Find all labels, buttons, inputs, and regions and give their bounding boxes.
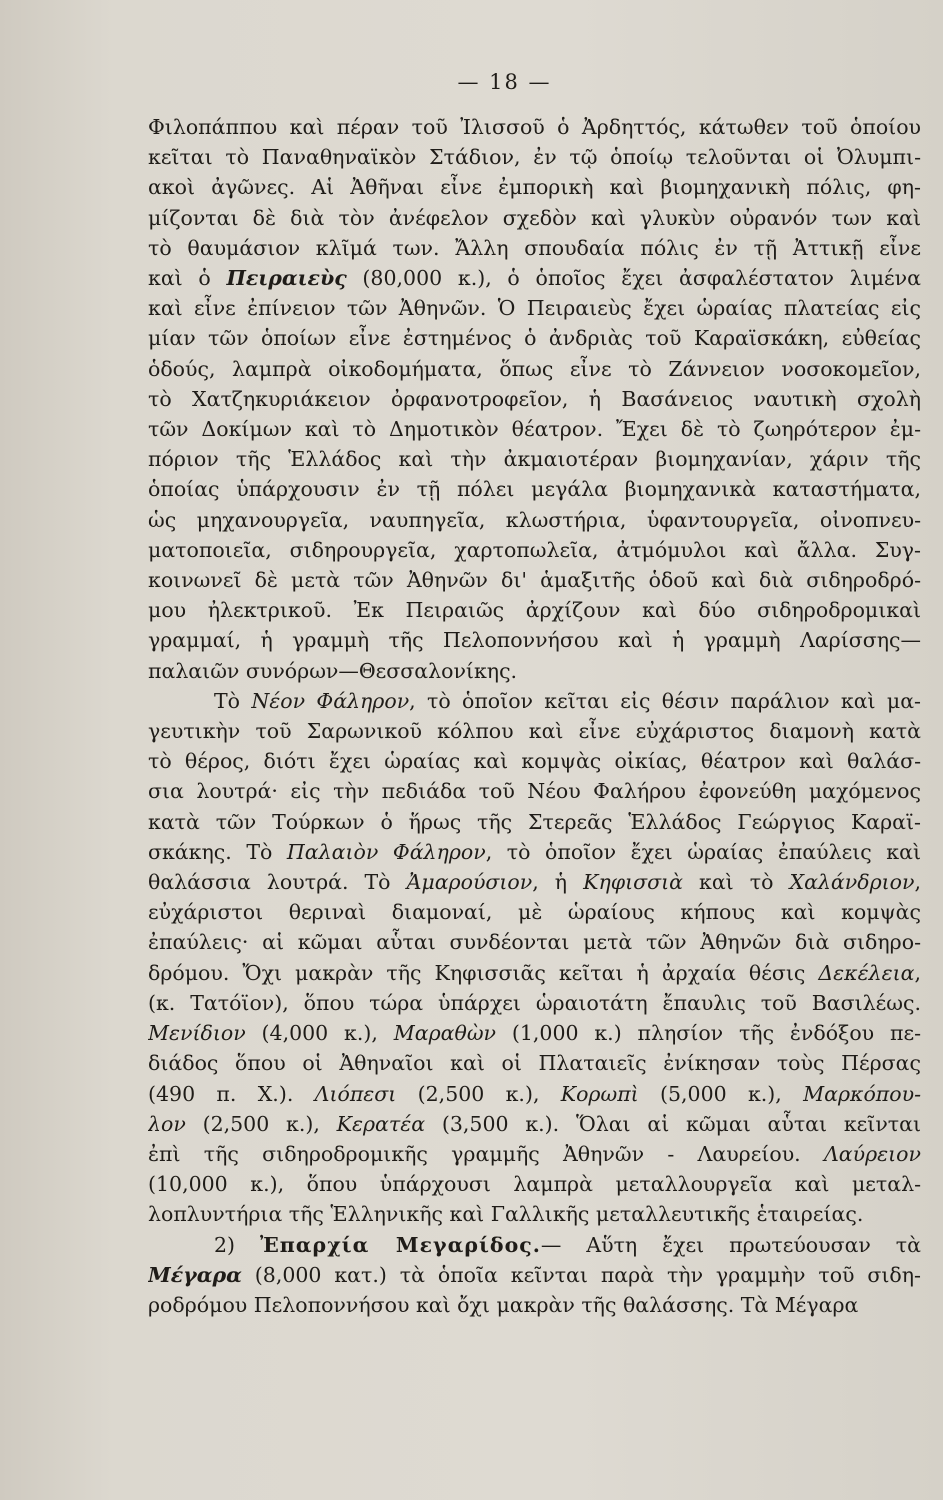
text-line: [148, 656, 921, 686]
emphasis-text: Μαρκόπου-: [803, 1081, 921, 1106]
emphasis-text: Μαραθὼν: [393, 1021, 496, 1046]
text-segment: σια λουτρά· εἰς τὴν πεδιάδα τοῦ Νέου Φαλήρου ἐφονεύθη μαχόμενος: [148, 779, 921, 804]
text-line: [148, 112, 921, 142]
text-line: [148, 263, 921, 293]
text-line: [148, 565, 921, 595]
text-segment: (490 π. Χ.).: [148, 1081, 315, 1106]
text-line: [148, 444, 921, 474]
text-segment: κοινωνεῖ δὲ μετὰ τῶν Ἀθηνῶν δι' ἁμαξιτῆς ὁδοῦ καὶ διὰ σιδηροδρό-: [148, 568, 921, 593]
text-line: [148, 1109, 921, 1139]
text-segment: κατὰ τῶν Τούρκων ὁ ἥρως τῆς Στερεᾶς Ἑλλάδος Γεώργιος Καραϊ-: [148, 809, 921, 834]
text-segment: ὡς μηχανουργεῖα, ναυπηγεῖα, κλωστήρια, ὑφαντουργεῖα, οἰνοπνευ-: [148, 507, 921, 532]
text-line: [148, 1230, 921, 1260]
emphasis-text: Νέον Φάληρον: [251, 688, 410, 713]
emphasis-text: Μέγαρα: [148, 1262, 242, 1287]
emphasis-text: Λαύρειον: [823, 1141, 921, 1166]
emphasis-text: Μενίδιον: [148, 1021, 246, 1046]
text-line: [148, 203, 921, 233]
text-line: [148, 293, 921, 323]
emphasis-text: Λιόπεσι: [314, 1081, 397, 1106]
text-segment: , τὸ ὁποῖον ἔχει ὡραίας ἐπαύλεις καὶ: [485, 839, 921, 864]
text-line: [148, 1260, 921, 1290]
text-segment: ροδρόμου Πελοποννήσου καὶ ὄχι μακρὰν τῆς θαλάσσης. Τὰ Μέγαρα: [148, 1292, 859, 1317]
text-segment: (1,000 κ.) πλησίον τῆς ἐνδόξου πε-: [496, 1021, 921, 1046]
text-line: [148, 172, 921, 202]
text-line: [148, 1290, 921, 1320]
text-segment: Τὸ: [214, 688, 252, 713]
text-line: [148, 1169, 921, 1199]
text-segment: εὐχάριστοι θεριναὶ διαμοναί, μὲ ὡραίους κήπους καὶ κομψὰς: [148, 900, 921, 925]
text-line: [148, 233, 921, 263]
text-segment: , ἡ: [532, 870, 584, 895]
text-segment: γραμμαί, ἡ γραμμὴ τῆς Πελοποννήσου καὶ ἡ γραμμὴ Λαρίσσης—: [148, 628, 921, 653]
text-line: [148, 323, 921, 353]
text-segment: (4,000 κ.),: [245, 1021, 394, 1046]
text-segment: ματοποιεῖα, σιδηρουργεῖα, χαρτοπωλεῖα, ἀτμόμυλοι καὶ ἄλλα. Συγ-: [148, 537, 921, 562]
text-segment: τὸ Χατζηκυριάκειον ὀρφανοτροφεῖον, ἡ Βασάνειος ναυτικὴ σχολὴ: [148, 386, 921, 411]
text-segment: παλαιῶν συνόρων—Θεσσαλονίκης.: [148, 658, 518, 683]
emphasis-text: Ἐπαρχία Μεγαρίδος.: [259, 1232, 541, 1257]
text-segment: 2): [214, 1232, 260, 1257]
emphasis-text: Κερατέα: [336, 1111, 426, 1136]
text-segment: λοπλυντήρια τῆς Ἑλληνικῆς καὶ Γαλλικῆς μεταλλευτικῆς ἑταιρείας.: [148, 1202, 864, 1227]
text-segment: ἐπαύλεις· αἱ κῶμαι αὗται συνδέονται μετὰ τῶν Ἀθηνῶν διὰ σιδηρο-: [148, 930, 921, 955]
text-line: [148, 867, 921, 897]
text-segment: — Αὕτη ἔχει πρωτεύουσαν τὰ: [540, 1232, 921, 1257]
text-line: [148, 595, 921, 625]
text-line: [148, 354, 921, 384]
emphasis-text: λον: [148, 1111, 186, 1136]
text-line: [148, 958, 921, 988]
text-line: [148, 716, 921, 746]
text-segment: (3,500 κ.). Ὅλαι αἱ κῶμαι αὗται κεῖνται: [425, 1111, 921, 1136]
text-segment: (2,500 κ.),: [396, 1081, 561, 1106]
text-line: [148, 625, 921, 655]
text-segment: τὸ θέρος, διότι ἔχει ὡραίας καὶ κομψὰς οἰκίας, θέατρον καὶ θαλάσ-: [148, 749, 921, 774]
emphasis-text: Παλαιὸν Φάληρον: [286, 839, 486, 864]
text-segment: τῶν Δοκίμων καὶ τὸ Δημοτικὸν θέατρον. Ἔχει δὲ τὸ ζωηρότερον ἐμ-: [148, 417, 921, 442]
emphasis-text: Δεκέλεια: [818, 960, 915, 985]
text-segment: γευτικὴν τοῦ Σαρωνικοῦ κόλπου καὶ εἶνε εὐχάριστος διαμονὴ κατὰ: [148, 719, 921, 744]
text-segment: ἐπὶ τῆς σιδηροδρομικῆς γραμμῆς Ἀθηνῶν - Λαυρείου.: [148, 1141, 824, 1166]
text-line: [148, 1139, 921, 1169]
text-segment: ὁδούς, λαμπρὰ οἰκοδομήματα, ὅπως εἶνε τὸ Ζάννειον νοσοκομεῖον,: [148, 356, 921, 381]
text-segment: μίαν τῶν ὁποίων εἶνε ἐστημένος ὁ ἀνδριὰς τοῦ Καραϊσκάκη, εὐθείας: [148, 326, 921, 351]
text-line: [148, 414, 921, 444]
text-line: [148, 927, 921, 957]
text-line: [148, 776, 921, 806]
text-line: [148, 988, 921, 1018]
text-segment: διάδος ὅπου οἱ Ἀθηναῖοι καὶ οἱ Πλαταιεῖς ἐνίκησαν τοὺς Πέρσας: [148, 1051, 921, 1076]
text-segment: μίζονται δὲ διὰ τὸν ἀνέφελον σχεδὸν καὶ γλυκὺν οὐρανόν των καὶ: [148, 205, 921, 230]
text-segment: (2,500 κ.),: [185, 1111, 337, 1136]
emphasis-text: Πειραιεὺς: [226, 266, 347, 291]
text-segment: καὶ εἶνε ἐπίνειον τῶν Ἀθηνῶν. Ὁ Πειραιεὺς ἔχει ὡραίας πλατείας εἰς: [148, 296, 921, 321]
text-line: [148, 807, 921, 837]
text-line: [148, 746, 921, 776]
text-segment: ὁποίας ὑπάρχουσιν ἐν τῇ πόλει μεγάλα βιομηχανικὰ καταστήματα,: [148, 477, 921, 502]
text-segment: ,: [914, 870, 921, 895]
text-segment: καὶ τὸ: [682, 870, 790, 895]
text-segment: πόριον τῆς Ἑλλάδος καὶ τὴν ἀκμαιοτέραν βιομηχανίαν, χάριν τῆς: [148, 447, 921, 472]
text-line: [148, 686, 921, 716]
text-segment: θαλάσσια λουτρά. Τὸ: [148, 870, 407, 895]
text-line: [148, 1079, 921, 1109]
text-line: [148, 837, 921, 867]
text-line: [148, 505, 921, 535]
text-segment: (10,000 κ.), ὅπου ὑπάρχουσι λαμπρὰ μεταλλουργεῖα καὶ μεταλ-: [148, 1172, 921, 1197]
text-segment: κεῖται τὸ Παναθηναϊκὸν Στάδιον, ἐν τῷ ὁποίῳ τελοῦνται οἱ Ὀλυμπι-: [148, 145, 921, 170]
text-line: [148, 535, 921, 565]
page-number: — 18 —: [457, 70, 552, 94]
text-line: [148, 1018, 921, 1048]
text-line: [148, 1048, 921, 1078]
text-segment: ,: [914, 960, 921, 985]
text-segment: (8,000 κατ.) τὰ ὁποῖα κεῖνται παρὰ τὴν γραμμὴν τοῦ σιδη-: [241, 1262, 921, 1287]
text-segment: Φιλοπάππου καὶ πέραν τοῦ Ἰλισσοῦ ὁ Ἀρδηττός, κάτωθεν τοῦ ὁποίου: [148, 115, 921, 139]
emphasis-text: Χαλάνδριον: [789, 870, 915, 895]
text-line: [148, 897, 921, 927]
text-line: [148, 474, 921, 504]
emphasis-text: Κηφισσιὰ: [583, 870, 683, 895]
text-segment: τὸ θαυμάσιον κλῖμά των. Ἄλλη σπουδαία πόλις ἐν τῇ Ἀττικῇ εἶνε: [148, 235, 921, 260]
emphasis-text: Ἀμαρούσιον: [406, 870, 533, 895]
text-segment: ακοὶ ἀγῶνες. Αἱ Ἀθῆναι εἶνε ἐμπορικὴ καὶ βιομηχανικὴ πόλις, φη-: [148, 175, 921, 200]
text-segment: καὶ ὁ: [148, 266, 227, 291]
text-segment: σκάκης. Τὸ: [148, 839, 287, 864]
text-body: [148, 112, 921, 1320]
text-line: [148, 1199, 921, 1229]
text-line: [148, 142, 921, 172]
text-segment: μου ἠλεκτρικοῦ. Ἐκ Πειραιῶς ἀρχίζουν καὶ δύο σιδηροδρομικαὶ: [148, 598, 921, 623]
text-segment: (80,000 κ.), ὁ ὁποῖος ἔχει ἀσφαλέστατον λιμένα: [346, 266, 921, 291]
text-segment: , τὸ ὁποῖον κεῖται εἰς θέσιν παράλιον καὶ μα-: [409, 688, 921, 713]
text-line: [148, 384, 921, 414]
text-segment: δρόμου. Ὄχι μακρὰν τῆς Κηφισσιᾶς κεῖται ἡ ἀρχαία θέσις: [148, 960, 819, 985]
text-segment: (5,000 κ.),: [638, 1081, 804, 1106]
emphasis-text: Κορωπὶ: [560, 1081, 639, 1106]
text-segment: (κ. Τατόϊον), ὅπου τώρα ὑπάρχει ὡραιοτάτη ἔπαυλις τοῦ Βασιλέως.: [148, 990, 921, 1015]
